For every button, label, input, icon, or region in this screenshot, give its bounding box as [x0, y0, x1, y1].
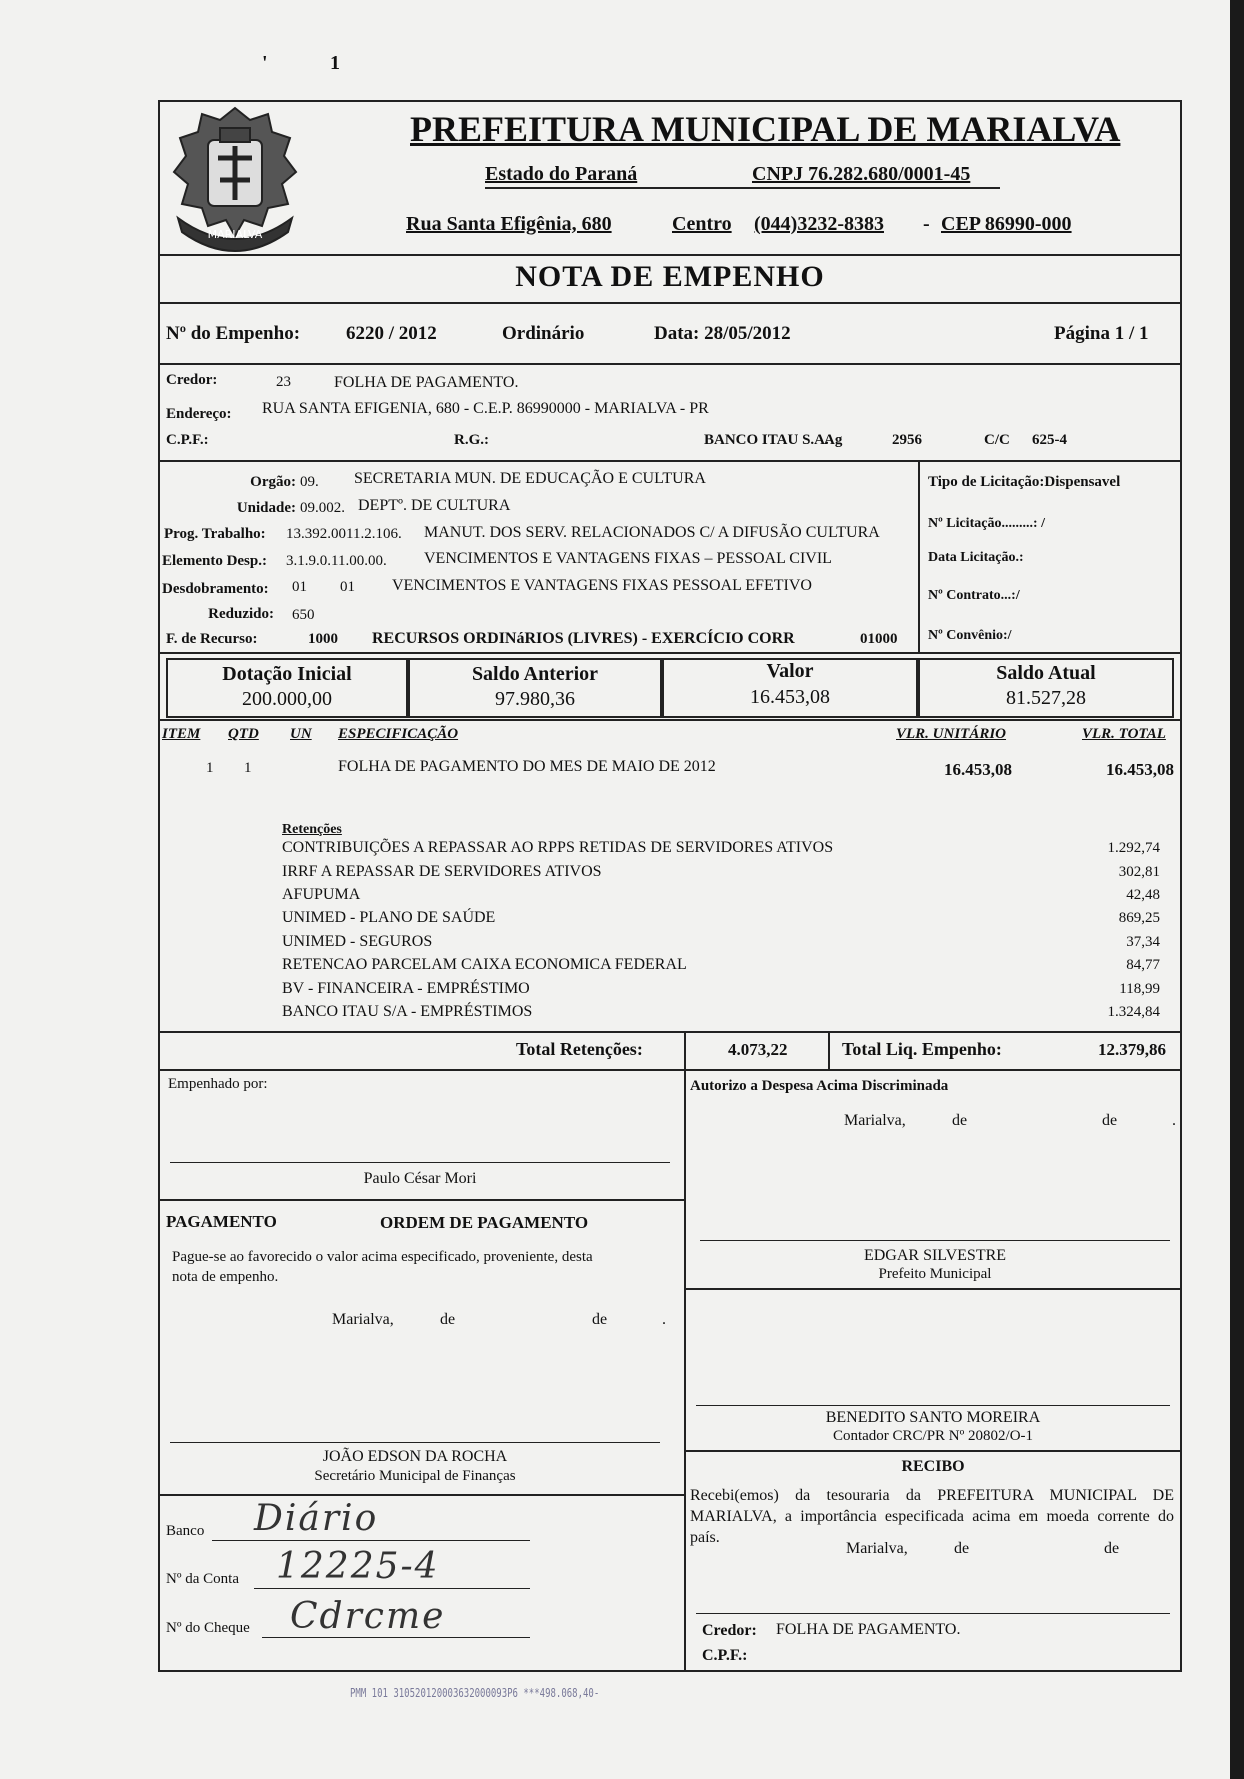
retencao-value: 42,48	[1126, 887, 1160, 903]
numero-licitacao: Nº Licitação.........: /	[928, 516, 1045, 531]
prefeito-nome: EDGAR SILVESTRE	[863, 1247, 1007, 1264]
saldo-anterior-value: 97.980,36	[495, 688, 575, 710]
banco-label: Banco	[166, 1523, 205, 1539]
divider	[684, 1031, 686, 1069]
conta-line	[254, 1588, 530, 1589]
header-dash: -	[923, 213, 930, 235]
secretario-nome: JOÃO EDSON DA ROCHA	[322, 1448, 508, 1465]
row-vtotal: 16.453,08	[1106, 760, 1174, 779]
retencao-value: 869,25	[1118, 910, 1160, 926]
divider	[158, 652, 1182, 654]
retencao-desc: CONTRIBUIÇÕES A REPASSAR AO RPPS RETIDAS DE SERVIDORES ATIVOS	[282, 839, 834, 856]
account-label: C/C	[984, 432, 1010, 448]
empenhado-por-label: Empenhado por:	[168, 1076, 268, 1092]
numero-convenio: Nº Convênio:/	[928, 628, 1012, 643]
prog-code: 13.392.0011.2.106.	[286, 526, 402, 542]
divider	[158, 460, 1182, 462]
recibo-cpf-label: C.P.F.:	[702, 1647, 748, 1664]
total-liquido-value: 12.379,86	[1098, 1040, 1166, 1059]
data-licitacao: Data Licitação.:	[928, 550, 1024, 565]
retencao-value: 1.292,74	[1107, 840, 1160, 856]
recibo-credor-value: FOLHA DE PAGAMENTO.	[776, 1621, 961, 1638]
divider	[684, 1450, 1182, 1452]
city-label: Marialva,	[844, 1112, 906, 1129]
conta-label: Nº da Conta	[166, 1571, 239, 1587]
retencao-desc: RETENCAO PARCELAM CAIXA ECONOMICA FEDERAL	[282, 956, 687, 973]
scan-mark: 1	[330, 52, 340, 74]
dot-label: .	[662, 1311, 666, 1328]
agency-value: 2956	[892, 432, 922, 448]
cpf-label: C.P.F.:	[166, 432, 209, 448]
retencoes-title: Retenções	[282, 822, 342, 837]
tipo-licitacao: Tipo de Licitação:Dispensavel	[928, 474, 1121, 490]
unidade-label: Unidade:	[236, 500, 296, 516]
prog-label: Prog. Trabalho:	[164, 526, 266, 542]
signature-line	[700, 1240, 1170, 1241]
de-label: de	[954, 1540, 970, 1557]
total-liquido-label: Total Liq. Empenho:	[842, 1039, 1002, 1059]
credor-code: 23	[276, 374, 291, 390]
cheque-line	[262, 1637, 530, 1638]
divider	[684, 1069, 686, 1672]
dotacao-value: 200.000,00	[242, 688, 332, 710]
retencao-desc: UNIMED - PLANO DE SAÚDE	[282, 909, 496, 926]
unidade-name: DEPTº. DE CULTURA	[358, 497, 511, 514]
ordem-pagamento-label: ORDEM DE PAGAMENTO	[380, 1213, 589, 1232]
account-value: 625-4	[1032, 432, 1067, 448]
empenho-number: 6220 / 2012	[346, 323, 437, 344]
header-cep: CEP 86990-000	[941, 213, 1072, 235]
fonte-code: 1000	[308, 631, 338, 647]
row-qtd: 1	[244, 760, 252, 776]
autorizo-label: Autorizo a Despesa Acima Discriminada	[690, 1078, 949, 1094]
divider	[918, 460, 920, 652]
desdobramento-b: 01	[340, 579, 355, 595]
saldo-atual-value: 81.527,28	[1006, 687, 1086, 709]
header-address: Rua Santa Efigênia, 680	[406, 213, 612, 235]
header-title: PREFEITURA MUNICIPAL DE MARIALVA	[410, 109, 1121, 149]
de-label: de	[440, 1311, 456, 1328]
scan-mark: '	[262, 52, 268, 74]
bank-name: BANCO ITAU S.A.	[704, 432, 829, 448]
fonte-number: 01000	[860, 631, 898, 647]
authentication-stamp: PMM 101 310520120003632000093P6 ***498.068,40-	[350, 1686, 600, 1700]
elemento-code: 3.1.9.0.11.00.00.	[286, 553, 387, 569]
prefeito-cargo: Prefeito Municipal	[878, 1266, 992, 1282]
col-qtd: QTD	[228, 726, 259, 742]
recibo-text: país.	[690, 1529, 720, 1546]
retencao-value: 37,34	[1126, 934, 1160, 950]
divider	[684, 1288, 1182, 1290]
contador-cargo: Contador CRC/PR Nº 20802/O-1	[832, 1428, 1034, 1444]
numero-contrato: Nº Contrato...:/	[928, 588, 1020, 603]
retencao-value: 118,99	[1119, 981, 1160, 997]
retencao-value: 1.324,84	[1107, 1004, 1160, 1020]
reduzido-label: Reduzido:	[208, 606, 274, 622]
retencao-value: 84,77	[1126, 957, 1160, 973]
orgao-code: 09.	[300, 474, 319, 490]
col-item: ITEM	[162, 726, 201, 742]
document-title: NOTA DE EMPENHO	[515, 260, 825, 293]
scan-edge	[1230, 0, 1244, 1779]
divider	[158, 302, 1182, 304]
retencao-desc: UNIMED - SEGUROS	[282, 933, 433, 950]
retencao-desc: BANCO ITAU S/A - EMPRÉSTIMOS	[282, 1003, 533, 1020]
underline	[485, 187, 1000, 189]
conta-handwriting: 12225-4	[276, 1546, 440, 1587]
empenho-label: Nº do Empenho:	[166, 323, 301, 344]
divider	[158, 719, 1182, 721]
secretario-cargo: Secretário Municipal de Finanças	[314, 1468, 516, 1484]
page-number: Página 1 / 1	[1054, 323, 1149, 344]
retencao-desc: BV - FINANCEIRA - EMPRÉSTIMO	[282, 980, 530, 997]
retencao-value: 302,81	[1118, 864, 1160, 880]
divider	[158, 254, 1182, 256]
pagamento-label: PAGAMENTO	[166, 1212, 277, 1231]
col-especificacao: ESPECIFICAÇÃO	[338, 726, 459, 742]
dot-label: .	[1172, 1112, 1176, 1129]
city-label: Marialva,	[332, 1311, 394, 1328]
signature-line	[696, 1405, 1170, 1406]
rg-label: R.G.:	[454, 432, 489, 448]
recibo-text: MARIALVA, a importância especificada acima em moeda corrente do	[690, 1508, 1174, 1525]
endereco-label: Endereço:	[166, 406, 232, 422]
de-label: de	[1102, 1112, 1118, 1129]
saldo-atual-label: Saldo Atual	[996, 662, 1096, 684]
col-valor-unitario: VLR. UNITÁRIO	[896, 726, 1007, 742]
de-label: de	[952, 1112, 968, 1129]
pague-se-text: Pague-se ao favorecido o valor acima especificado, proveniente, desta	[172, 1249, 593, 1265]
cheque-handwriting: Cdrcme	[290, 1596, 446, 1637]
col-valor-total: VLR. TOTAL	[1082, 726, 1166, 742]
elemento-name: VENCIMENTOS E VANTAGENS FIXAS – PESSOAL CIVIL	[424, 550, 832, 567]
crest-text: MARIALVA	[207, 228, 263, 241]
banco-line	[212, 1540, 530, 1541]
cheque-label: Nº do Cheque	[166, 1620, 250, 1636]
signature-line	[170, 1162, 670, 1163]
divider	[158, 1069, 1182, 1071]
empenho-date: Data: 28/05/2012	[654, 323, 791, 344]
dotacao-label: Dotação Inicial	[222, 663, 352, 685]
retencao-desc: IRRF A REPASSAR DE SERVIDORES ATIVOS	[282, 863, 602, 880]
recibo-title: RECIBO	[901, 1458, 965, 1475]
signature-line	[696, 1613, 1170, 1614]
header-phone: (044)3232-8383	[754, 213, 884, 235]
de-label: de	[1104, 1540, 1120, 1557]
agency-label: Ag	[824, 432, 843, 448]
desdobramento-a: 01	[292, 579, 307, 595]
city-label: Marialva,	[846, 1540, 908, 1557]
fonte-name: RECURSOS ORDINáRIOS (LIVRES) - EXERCÍCIO CORR	[372, 630, 795, 647]
empenhado-nome: Paulo César Mori	[363, 1170, 477, 1187]
valor-value: 16.453,08	[750, 686, 830, 708]
header-district: Centro	[672, 213, 732, 235]
row-item: 1	[206, 760, 214, 776]
desdobramento-label: Desdobramento:	[162, 581, 269, 597]
municipal-crest-icon	[160, 100, 310, 260]
pague-se-text: nota de empenho.	[172, 1269, 279, 1285]
banco-handwriting: Diário	[254, 1498, 379, 1539]
contador-nome: BENEDITO SANTO MOREIRA	[825, 1409, 1041, 1426]
divider	[158, 363, 1182, 365]
credor-label: Credor:	[166, 372, 218, 388]
row-desc: FOLHA DE PAGAMENTO DO MES DE MAIO DE 2012	[338, 758, 716, 775]
orgao-name: SECRETARIA MUN. DE EDUCAÇÃO E CULTURA	[354, 470, 706, 487]
divider	[158, 1494, 684, 1496]
reduzido-value: 650	[292, 607, 315, 623]
row-vunit: 16.453,08	[944, 760, 1012, 779]
unidade-code: 09.002.	[300, 500, 345, 516]
retencao-desc: AFUPUMA	[282, 886, 361, 903]
endereco-value: RUA SANTA EFIGENIA, 680 - C.E.P. 86990000 - MARIALVA - PR	[262, 400, 709, 417]
signature-line	[170, 1442, 660, 1443]
orgao-label: Orgão:	[250, 474, 296, 490]
prog-name: MANUT. DOS SERV. RELACIONADOS C/ A DIFUSÃO CULTURA	[424, 524, 880, 541]
credor-name: FOLHA DE PAGAMENTO.	[334, 374, 519, 391]
recibo-credor-label: Credor:	[702, 1622, 757, 1639]
de-label: de	[592, 1311, 608, 1328]
elemento-label: Elemento Desp.:	[162, 553, 267, 569]
col-un: UN	[290, 726, 312, 742]
total-retencoes-label: Total Retenções:	[516, 1039, 643, 1059]
recibo-text: Recebi(emos) da tesouraria da PREFEITURA MUNICIPAL DE	[690, 1487, 1174, 1504]
divider	[828, 1031, 830, 1069]
header-state: Estado do Paraná	[485, 163, 638, 185]
valor-label: Valor	[766, 660, 814, 682]
desdobramento-name: VENCIMENTOS E VANTAGENS FIXAS PESSOAL EFETIVO	[392, 577, 812, 594]
header-cnpj: CNPJ 76.282.680/0001-45	[752, 163, 971, 185]
divider	[158, 1199, 684, 1201]
fonte-label: F. de Recurso:	[166, 631, 258, 647]
saldo-anterior-label: Saldo Anterior	[471, 663, 599, 685]
total-retencoes-value: 4.073,22	[728, 1040, 788, 1059]
divider	[158, 1031, 1182, 1033]
empenho-type: Ordinário	[502, 323, 585, 344]
